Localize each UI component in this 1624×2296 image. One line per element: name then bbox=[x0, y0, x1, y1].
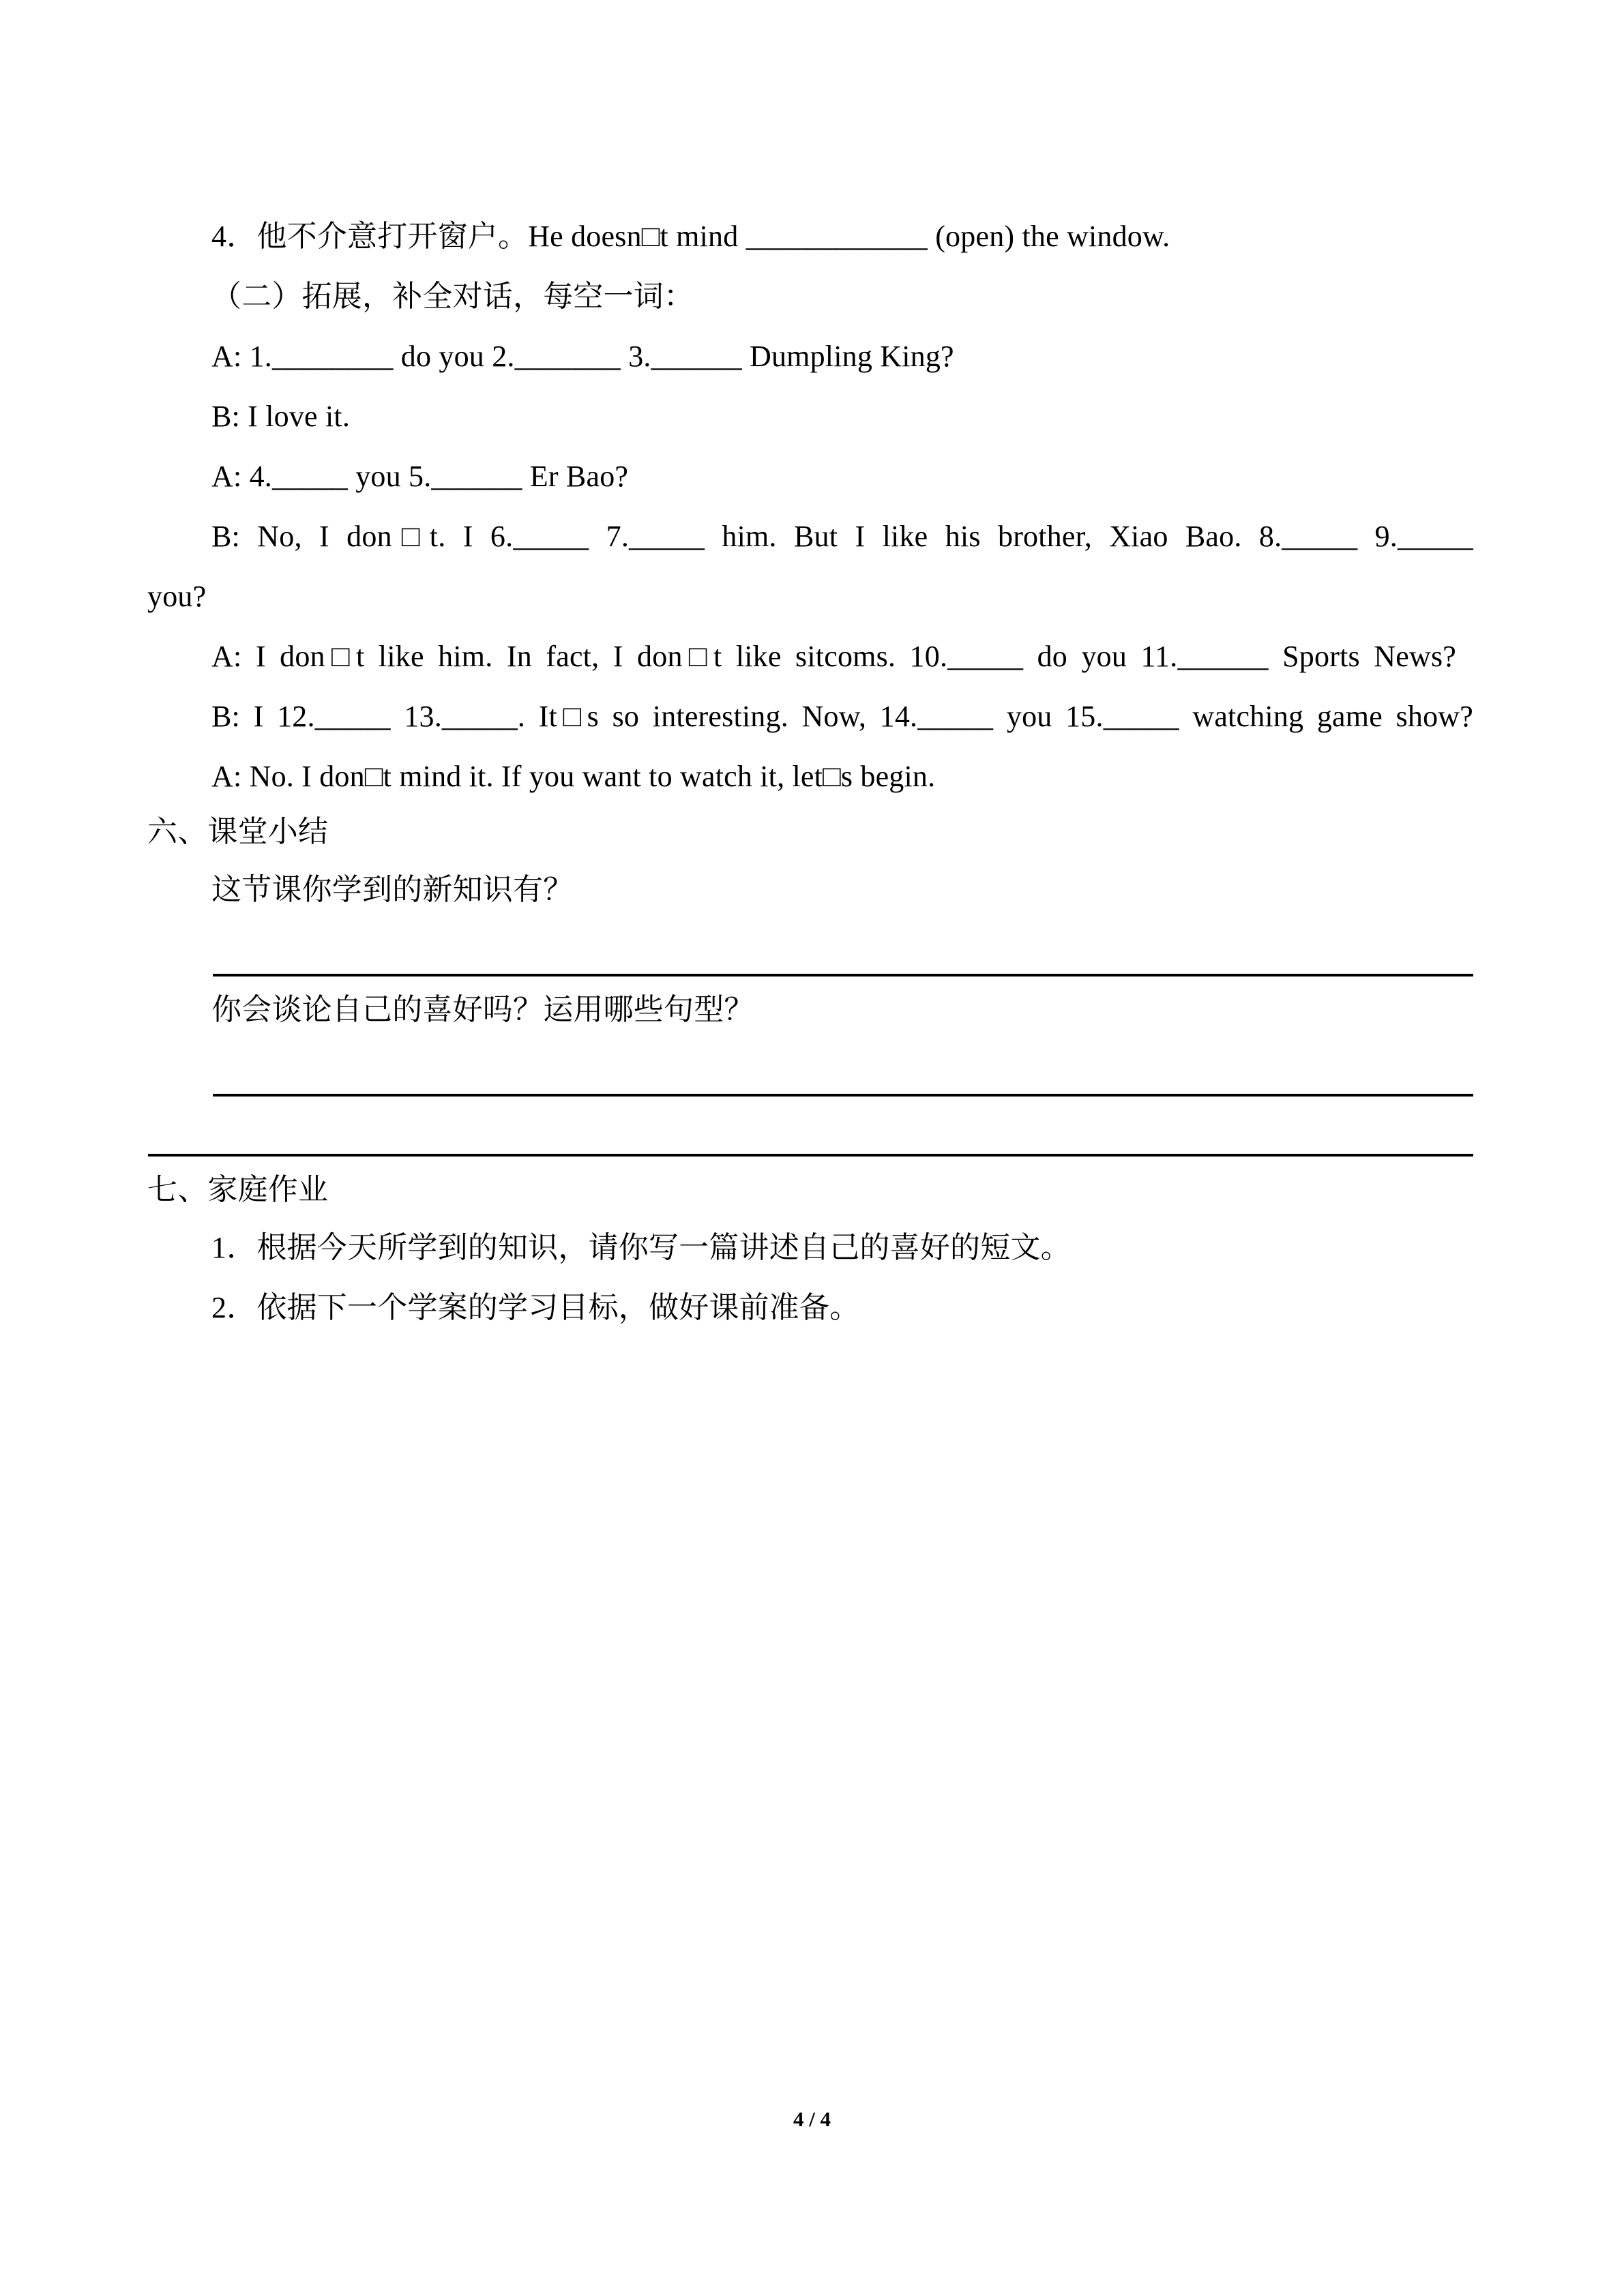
summary-question-1: 这节课你学到的新知识有？ bbox=[211, 873, 574, 906]
section-heading-expand: （二）拓展，补全对话，每空一词： bbox=[211, 280, 694, 313]
dialog-line-b3: B: I 12._____ 13._____. It□s so interesting. Now, 14._____ you 15._____ watching game show? bbox=[211, 700, 1473, 733]
dialog-line-b1: B: I love it. bbox=[211, 400, 351, 433]
section-heading-homework: 七、家庭作业 bbox=[147, 1173, 329, 1206]
answer-line-3 bbox=[148, 1154, 1473, 1157]
dialog-line-a3: A: I don□t like him. In fact, I don□t like sitcoms. 10._____ do you 11.______ Sports News? bbox=[211, 640, 1456, 673]
page-number: 4 / 4 bbox=[793, 2107, 831, 2131]
dialog-line-a4: A: No. I don□t mind it. If you want to watch it, let□s begin. bbox=[211, 760, 936, 793]
dialog-line-a2: A: 4._____ you 5.______ Er Bao? bbox=[211, 460, 629, 493]
section-heading-summary: 六、课堂小结 bbox=[147, 815, 329, 848]
dialog-line-a1: A: 1.________ do you 2._______ 3.______ Dumpling King? bbox=[211, 340, 954, 373]
summary-question-2: 你会谈论自己的喜好吗？运用哪些句型？ bbox=[211, 993, 754, 1026]
answer-line-1 bbox=[213, 974, 1473, 976]
homework-item-1: 1．根据今天所学到的知识，请你写一篇讲述自己的喜好的短文。 bbox=[211, 1231, 1071, 1264]
dialog-line-b2: B: No, I don□t. I 6._____ 7._____ him. But I like his brother, Xiao Bao. 8._____ 9._____ bbox=[211, 520, 1473, 553]
dialog-line-b2-wrap: you? bbox=[147, 580, 207, 613]
answer-line-2 bbox=[213, 1094, 1473, 1097]
fill-blank-item-4: 4．他不介意打开窗户。He doesn□t mind ____________ (open) the window. bbox=[211, 220, 1170, 253]
homework-item-2: 2．依据下一个学案的学习目标，做好课前准备。 bbox=[211, 1291, 860, 1324]
